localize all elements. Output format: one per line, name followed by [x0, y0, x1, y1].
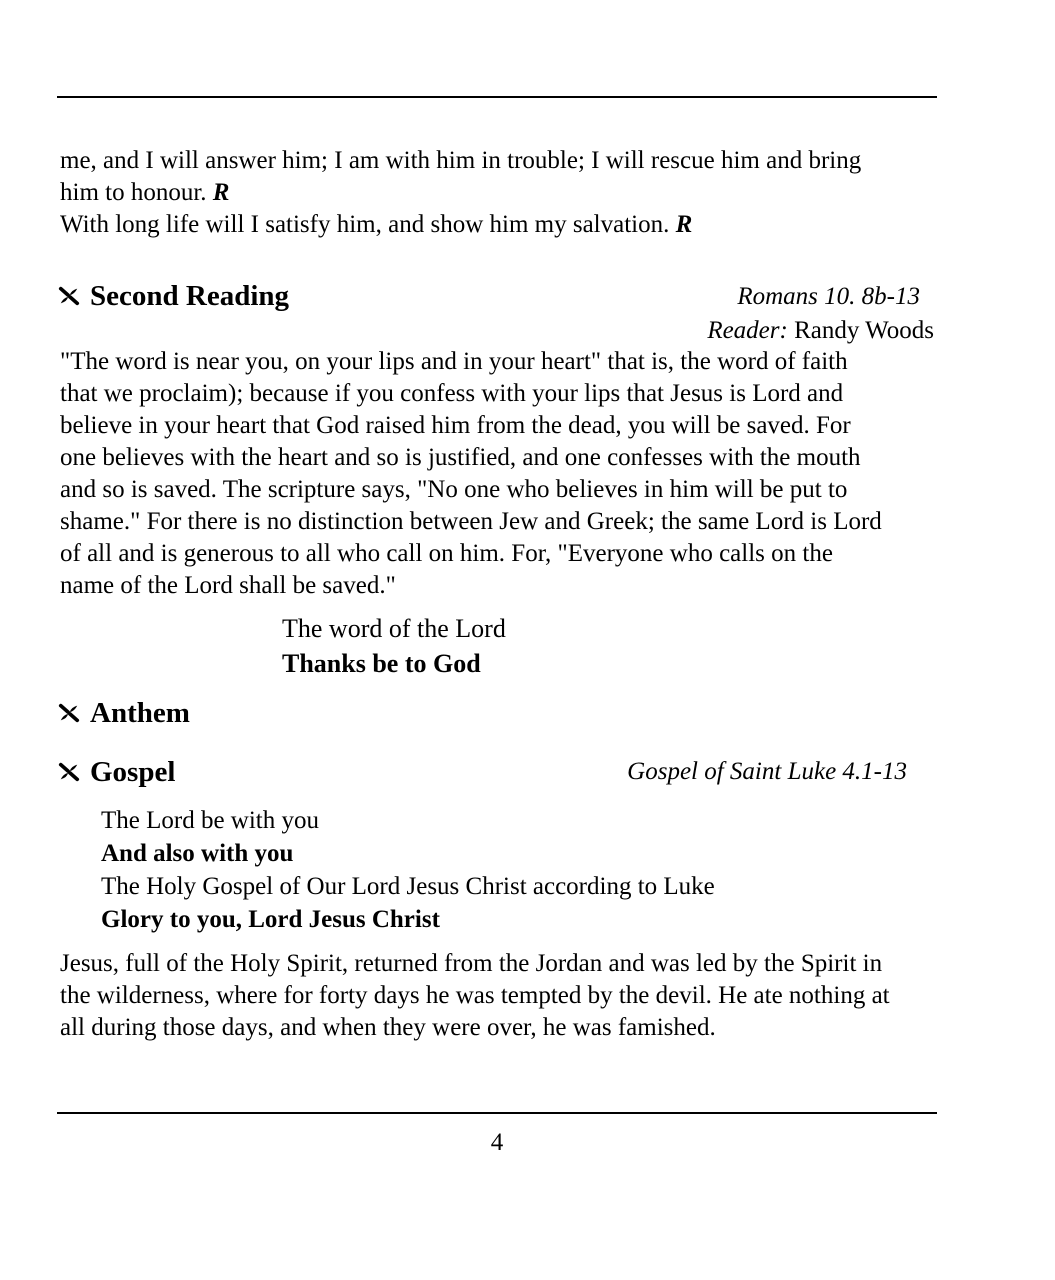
cross-bullet-icon: [58, 285, 80, 307]
anthem-heading: [58, 696, 190, 730]
reading-line: name of the Lord shall be saved.": [60, 572, 396, 599]
top-rule: [57, 96, 937, 98]
response: Thanks be to God: [282, 649, 481, 678]
dialogue-line: The Lord be with you: [101, 807, 320, 834]
versicle: The word of the Lord: [282, 614, 506, 643]
section-title: Gospel: [90, 756, 176, 788]
psalm-line: With long life will I satisfy him, and show him my salvation. R: [60, 211, 693, 238]
psalm-text: [60, 145, 940, 241]
second-reading-text: [60, 346, 940, 602]
response-marker: R: [675, 211, 693, 238]
bottom-rule: [57, 1112, 937, 1114]
gospel-line: the wilderness, where for forty days he was tempted by the devil. He ate nothing at: [60, 982, 890, 1009]
reader-credit: [707, 316, 934, 346]
reading-line: of all and is generous to all who call on him. For, "Everyone who calls on the: [60, 540, 833, 567]
gospel-heading: [58, 755, 175, 789]
cross-bullet-icon: [58, 702, 80, 724]
section-title: Anthem: [90, 697, 190, 729]
gospel-text: [60, 948, 940, 1044]
psalm-line: me, and I will answer him; I am with him in trouble; I will rescue him and bring: [60, 147, 862, 174]
dialogue-line: The Holy Gospel of Our Lord Jesus Christ according to Luke: [101, 873, 715, 900]
gospel-dialogue: [101, 804, 715, 936]
reading-line: and so is saved. The scripture says, "No one who believes in him will be put to: [60, 476, 848, 503]
reader-label: Reader:: [707, 317, 788, 344]
gospel-line: all during those days, and when they were over, he was famished.: [60, 1014, 716, 1041]
gospel-line: Jesus, full of the Holy Spirit, returned from the Jordan and was led by the Spirit in: [60, 950, 883, 977]
cross-bullet-icon: [58, 761, 80, 783]
gospel-citation: Gospel of Saint Luke 4.1-13: [627, 758, 907, 785]
reading-line: "The word is near you, on your lips and in your heart" that is, the word of faith: [60, 348, 848, 375]
page-number: 4: [490, 1129, 504, 1156]
second-reading-citation: Romans 10. 8b-13: [737, 283, 920, 310]
section-title: Second Reading: [90, 280, 290, 312]
reader-name: Randy Woods: [794, 317, 934, 344]
response-marker: R: [212, 179, 230, 206]
reading-line: believe in your heart that God raised him from the dead, you will be saved. For: [60, 412, 851, 439]
second-reading-heading: [58, 279, 289, 313]
reading-line: that we proclaim); because if you confess with your lips that Jesus is Lord and: [60, 380, 844, 407]
dialogue-response: And also with you: [101, 840, 294, 867]
reading-line: shame." For there is no distinction between Jew and Greek; the same Lord is Lord: [60, 508, 882, 535]
dialogue-response: Glory to you, Lord Jesus Christ: [101, 906, 440, 933]
reading-line: one believes with the heart and so is justified, and one confesses with the mouth: [60, 444, 861, 471]
psalm-line: him to honour. R: [60, 179, 230, 206]
